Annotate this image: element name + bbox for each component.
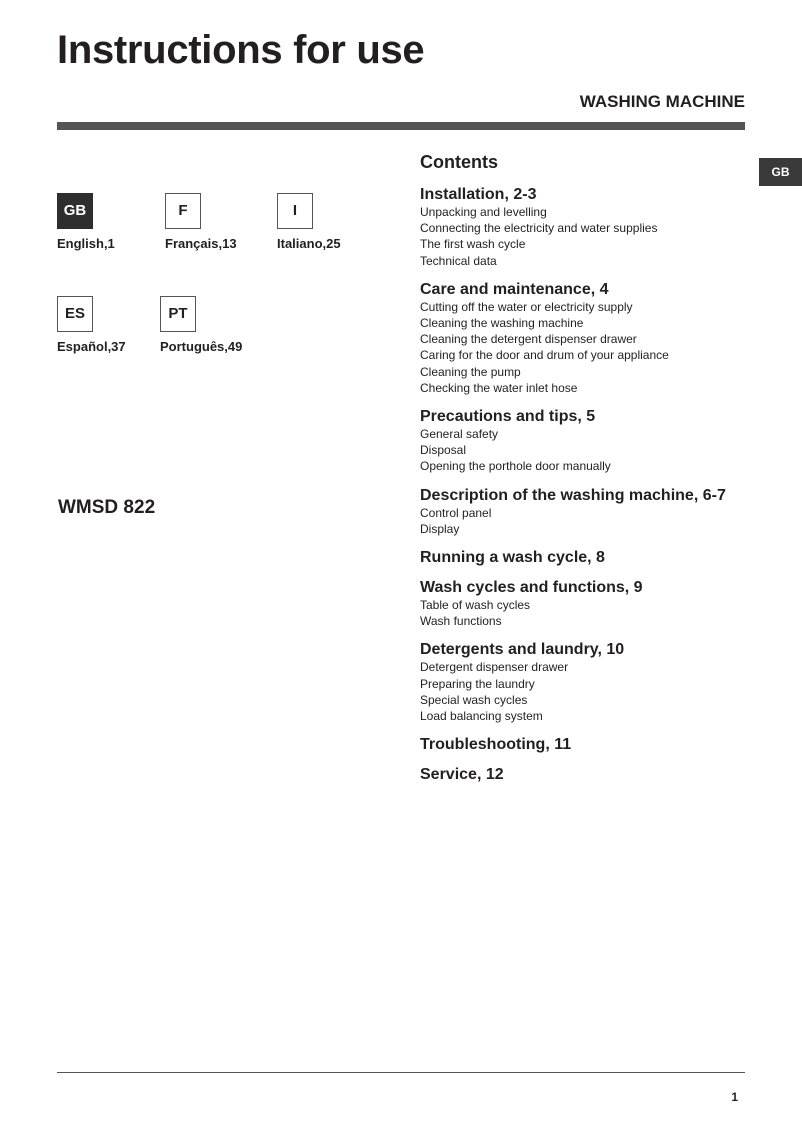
contents-title: Contents	[420, 152, 498, 172]
product-type: WASHING MACHINE	[579, 92, 745, 111]
section-item: Connecting the electricity and water supplies	[420, 221, 658, 236]
language-label: Português,49	[160, 339, 243, 354]
table-of-contents	[420, 152, 760, 796]
contents-sections	[420, 186, 760, 784]
contents-section	[420, 766, 760, 784]
contents-section	[420, 549, 760, 567]
contents-section	[420, 281, 760, 396]
section-item: Checking the water inlet hose	[420, 380, 578, 395]
model-name: WMSD 822	[58, 497, 156, 518]
page-title: Instructions for use	[57, 28, 425, 72]
section-heading: Care and maintenance, 4	[420, 280, 609, 298]
section-item: Table of wash cycles	[420, 598, 531, 613]
page-number: 1	[731, 1090, 738, 1104]
contents-section	[420, 736, 760, 754]
contents-section	[420, 487, 760, 537]
language-code-box: ES	[57, 296, 93, 332]
section-item: Cleaning the washing machine	[420, 316, 584, 331]
contents-section	[420, 579, 760, 629]
section-heading: Troubleshooting, 11	[420, 736, 572, 754]
section-item: Unpacking and levelling	[420, 205, 547, 219]
section-item: Technical data	[420, 253, 497, 268]
section-heading: Installation, 2-3	[420, 186, 537, 203]
section-heading: Description of the washing machine, 6-7	[420, 486, 726, 504]
language-code-box: F	[165, 193, 201, 229]
section-item: Cleaning the pump	[420, 364, 521, 379]
contents-section	[420, 408, 760, 475]
section-item: Disposal	[420, 443, 467, 458]
section-item: Display	[420, 521, 460, 536]
section-item: Special wash cycles	[420, 692, 528, 707]
language-option-gb[interactable]	[57, 193, 115, 251]
section-heading: Running a wash cycle, 8	[420, 549, 605, 567]
section-item: Control panel	[420, 505, 492, 520]
section-item: Detergent dispenser drawer	[420, 660, 569, 675]
section-heading: Detergents and laundry, 10	[420, 641, 625, 659]
footer-divider	[57, 1072, 745, 1073]
section-item: The first wash cycle	[420, 237, 526, 252]
language-option-pt[interactable]	[160, 296, 242, 354]
section-item: Wash functions	[420, 614, 502, 629]
language-option-es[interactable]	[57, 296, 126, 354]
contents-section	[420, 641, 760, 724]
language-option-f[interactable]	[165, 193, 237, 251]
section-item: Cleaning the detergent dispenser drawer	[420, 332, 637, 347]
section-item: Load balancing system	[420, 709, 543, 724]
section-heading: Service, 12	[420, 766, 504, 784]
language-label: English,1	[57, 236, 115, 251]
language-label: Español,37	[57, 339, 126, 354]
language-code-box: I	[277, 193, 313, 229]
contents-section	[420, 186, 760, 269]
language-code-box: PT	[160, 296, 196, 332]
language-side-tab: GB	[759, 158, 802, 186]
language-label: Italiano,25	[277, 236, 341, 251]
section-item: Cutting off the water or electricity supply	[420, 299, 633, 314]
section-item: Opening the porthole door manually	[420, 459, 611, 474]
section-heading: Wash cycles and functions, 9	[420, 579, 643, 597]
section-item: Caring for the door and drum of your appliance	[420, 348, 669, 363]
language-code-box: GB	[57, 193, 93, 229]
language-option-i[interactable]	[277, 193, 341, 251]
section-heading: Precautions and tips, 5	[420, 408, 596, 426]
header-divider	[57, 122, 745, 130]
section-item: Preparing the laundry	[420, 676, 535, 691]
language-label: Français,13	[165, 236, 237, 251]
section-item: General safety	[420, 427, 499, 442]
